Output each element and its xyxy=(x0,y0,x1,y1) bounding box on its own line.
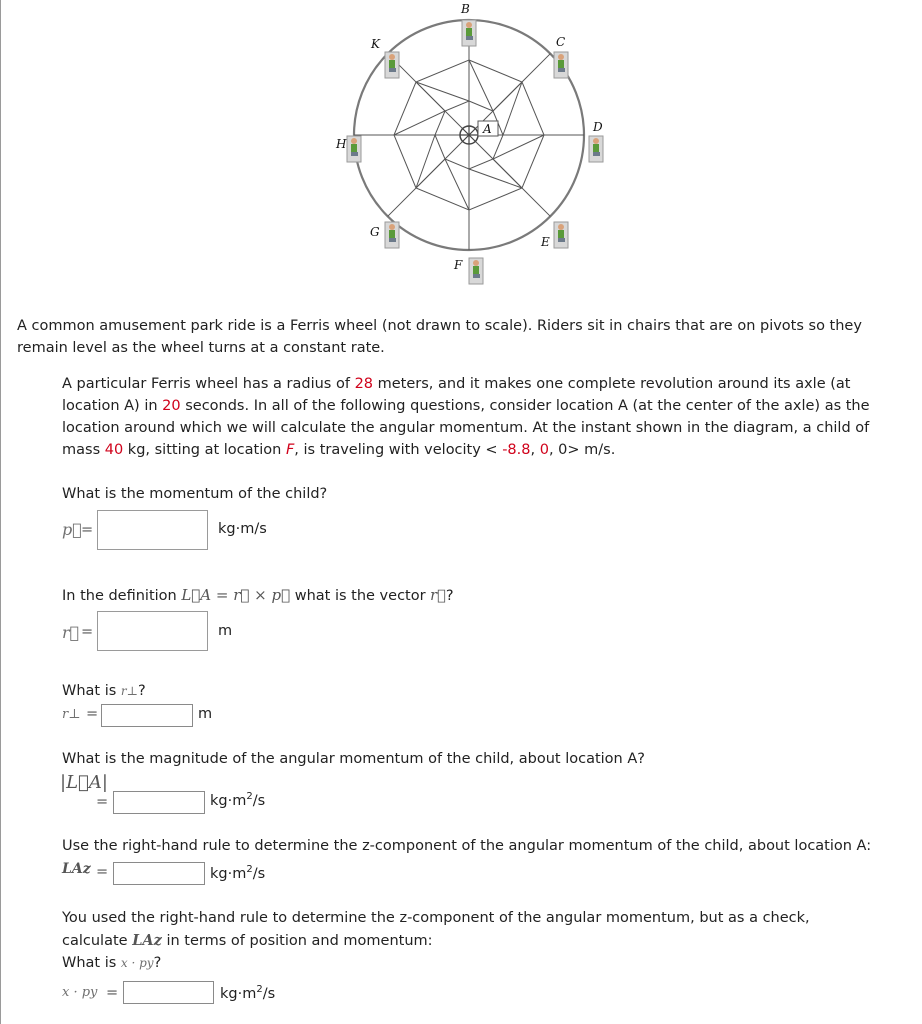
rider-B-icon xyxy=(462,20,476,46)
q6-line3: What is x · py? xyxy=(62,955,162,971)
q3-question: What is r⊥? xyxy=(62,683,146,699)
label-A: A xyxy=(483,122,492,136)
q6-unit: $kg\cdot m^2/s$ xyxy=(220,984,276,1002)
label-K: K xyxy=(371,37,380,51)
velocity-y-value: 0 xyxy=(539,442,549,458)
q2-symbol: r⃗ xyxy=(62,623,80,642)
period-value: 20 xyxy=(162,398,181,414)
rider-F-icon xyxy=(469,258,483,284)
radius-value: 28 xyxy=(354,376,374,392)
label-B: B xyxy=(461,2,470,16)
q4-question: What is the magnitude of the angular momentum of the child, about location A? xyxy=(62,751,645,767)
q6-line1: You used the right-hand rule to determine the z-component of the angular momentum, but as a check, xyxy=(62,910,810,926)
q1-question: What is the momentum of the child? xyxy=(62,486,328,502)
label-D: D xyxy=(593,120,603,134)
perpendicular-distance-input[interactable] xyxy=(101,704,193,727)
q2-question: In the definition L⃗A = r⃗ × p⃗ what is the vector r⃗? xyxy=(62,586,454,604)
mass-value: 40 xyxy=(104,442,124,458)
q6-symbol: x · py xyxy=(62,985,98,1000)
q4-symbol: |L⃗A| xyxy=(60,772,108,793)
position-vector-input[interactable] xyxy=(97,611,208,651)
intro-text: A common amusement park ride is a Ferris wheel (not drawn to scale). Riders sit in chairs that are on pivots so they remain level as the wheel turns at a constant rate. xyxy=(17,318,862,356)
q5-symbol: LAz xyxy=(62,861,91,877)
location-value: F xyxy=(285,442,295,458)
q1-equals: = xyxy=(81,522,94,538)
problem-statement: A particular Ferris wheel has a radius of 28 meters, and it makes one complete revolution around its axle (at location A) in 20 seconds. In all of the following questions, consider location A (at the center of the axle) as the location around which we will calculate the angular momentum. At the instant shown in the diagram, a child of mass 40 kg, sitting at location F, is traveling with velocity < -8.8, 0, 0> m/s. xyxy=(62,376,870,458)
label-E: E xyxy=(541,235,550,249)
rider-H-icon xyxy=(347,136,361,162)
momentum-input[interactable] xyxy=(97,510,208,550)
label-G: G xyxy=(370,225,380,239)
q2-equals: = xyxy=(81,624,94,640)
q3-unit: m xyxy=(198,706,213,722)
q2-unit: m xyxy=(218,623,233,639)
x-times-py-input[interactable] xyxy=(123,981,214,1004)
q6-equals: = xyxy=(106,985,119,1001)
q5-equals: = xyxy=(96,864,109,880)
q6-line2: calculate LAz in terms of position and momentum: xyxy=(62,932,433,949)
angular-momentum-magnitude-input[interactable] xyxy=(113,791,205,814)
label-H: H xyxy=(336,137,347,151)
q3-symbol: r⊥ xyxy=(62,707,81,722)
rider-E-icon xyxy=(554,222,568,248)
left-border xyxy=(0,0,1,1024)
label-F: F xyxy=(454,258,463,272)
label-C: C xyxy=(556,35,566,49)
q5-question: Use the right-hand rule to determine the z-component of the angular momentum of the child, about location A: xyxy=(62,838,872,854)
rider-D-icon xyxy=(589,136,603,162)
angular-momentum-z-input[interactable] xyxy=(113,862,205,885)
q3-equals: = xyxy=(86,706,99,722)
q1-symbol: p⃗ xyxy=(62,520,82,539)
rider-G-icon xyxy=(385,222,399,248)
q4-equals: = xyxy=(96,794,109,810)
ferris-wheel-diagram xyxy=(330,0,620,290)
q1-unit: kg·m/s xyxy=(218,521,267,537)
rider-C-icon xyxy=(554,52,568,78)
velocity-x-value: -8.8 xyxy=(502,442,531,458)
rider-K-icon xyxy=(385,52,399,78)
q2-definition: L⃗A = r⃗ × p⃗ xyxy=(181,586,291,604)
q5-unit: $kg\cdot m^2/s$ xyxy=(210,864,266,882)
q4-unit: $kg\cdot m^2/s$ xyxy=(210,791,266,809)
